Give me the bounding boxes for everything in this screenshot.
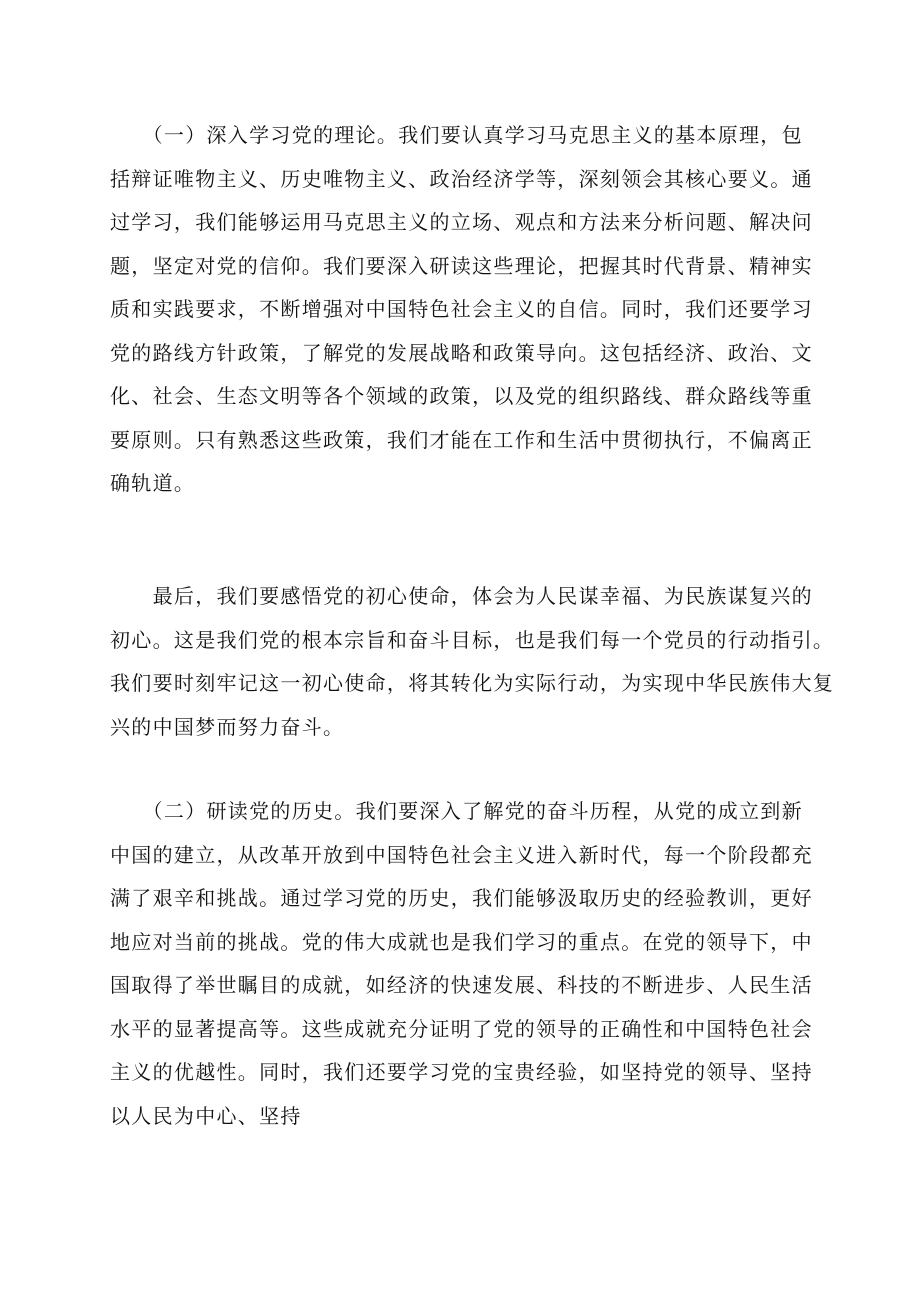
text-line: 党的路线方针政策，了解党的发展战略和政策导向。这包括经济、政治、文 [110, 340, 813, 365]
text-line: 化、社会、生态文明等各个领域的政策，以及党的组织路线、群众路线等重 [110, 384, 813, 408]
text-line: 国取得了举世瞩目的成就，如经济的快速发展、科技的不断进步、人民生活 [110, 973, 813, 997]
paragraph-study-party-theory [110, 114, 822, 506]
text-line: 括辩证唯物主义、历史唯物主义、政治经济学等，深刻领会其核心要义。通 [110, 166, 813, 191]
text-line: 兴的中国梦而努力奋斗。 [110, 714, 345, 739]
paragraph-original-mission [110, 575, 835, 749]
text-line: 题，坚定对党的信仰。我们要深入研读这些理论，把握其时代背景、精神实 [110, 253, 813, 278]
paragraph-study-party-history [110, 790, 822, 1138]
text-line: 主义的优越性。同时，我们还要学习党的宝贵经验，如坚持党的领导、坚持 [110, 1060, 813, 1084]
text-line: 确轨道。 [110, 471, 196, 495]
text-line: 满了艰辛和挑战。通过学习党的历史，我们能够汲取历史的经验教训，更好 [110, 886, 813, 910]
text-line: 过学习，我们能够运用马克思主义的立场、观点和方法来分析问题、解决问 [110, 210, 813, 234]
text-line: 水平的显著提高等。这些成就充分证明了党的领导的正确性和中国特色社会 [110, 1016, 813, 1041]
text-line: 地应对当前的挑战。党的伟大成就也是我们学习的重点。在党的领导下，中 [110, 929, 813, 954]
text-line: 我们要时刻牢记这一初心使命，将其转化为实际行动，为实现中华民族伟大复 [110, 671, 835, 695]
text-line: 初心。这是我们党的根本宗旨和奋斗目标，也是我们每一个党员的行动指引。 [110, 627, 835, 652]
text-line: 要原则。只有熟悉这些政策，我们才能在工作和生活中贯彻执行，不偏离正 [110, 427, 813, 452]
text-line: 最后，我们要感悟党的初心使命，体会为人民谋幸福、为民族谋复兴的 [110, 584, 813, 608]
text-line: 以人民为中心、坚持 [110, 1103, 302, 1128]
text-line: （二）研读党的历史。我们要深入了解党的奋斗历程，从党的成立到新 [110, 799, 803, 823]
text-line: （一）深入学习党的理论。我们要认真学习马克思主义的基本原理，包 [110, 123, 803, 147]
text-line: 质和实践要求，不断增强对中国特色社会主义的自信。同时，我们还要学习 [110, 297, 813, 321]
text-line: 中国的建立，从改革开放到中国特色社会主义进入新时代，每一个阶段都充 [110, 842, 813, 867]
